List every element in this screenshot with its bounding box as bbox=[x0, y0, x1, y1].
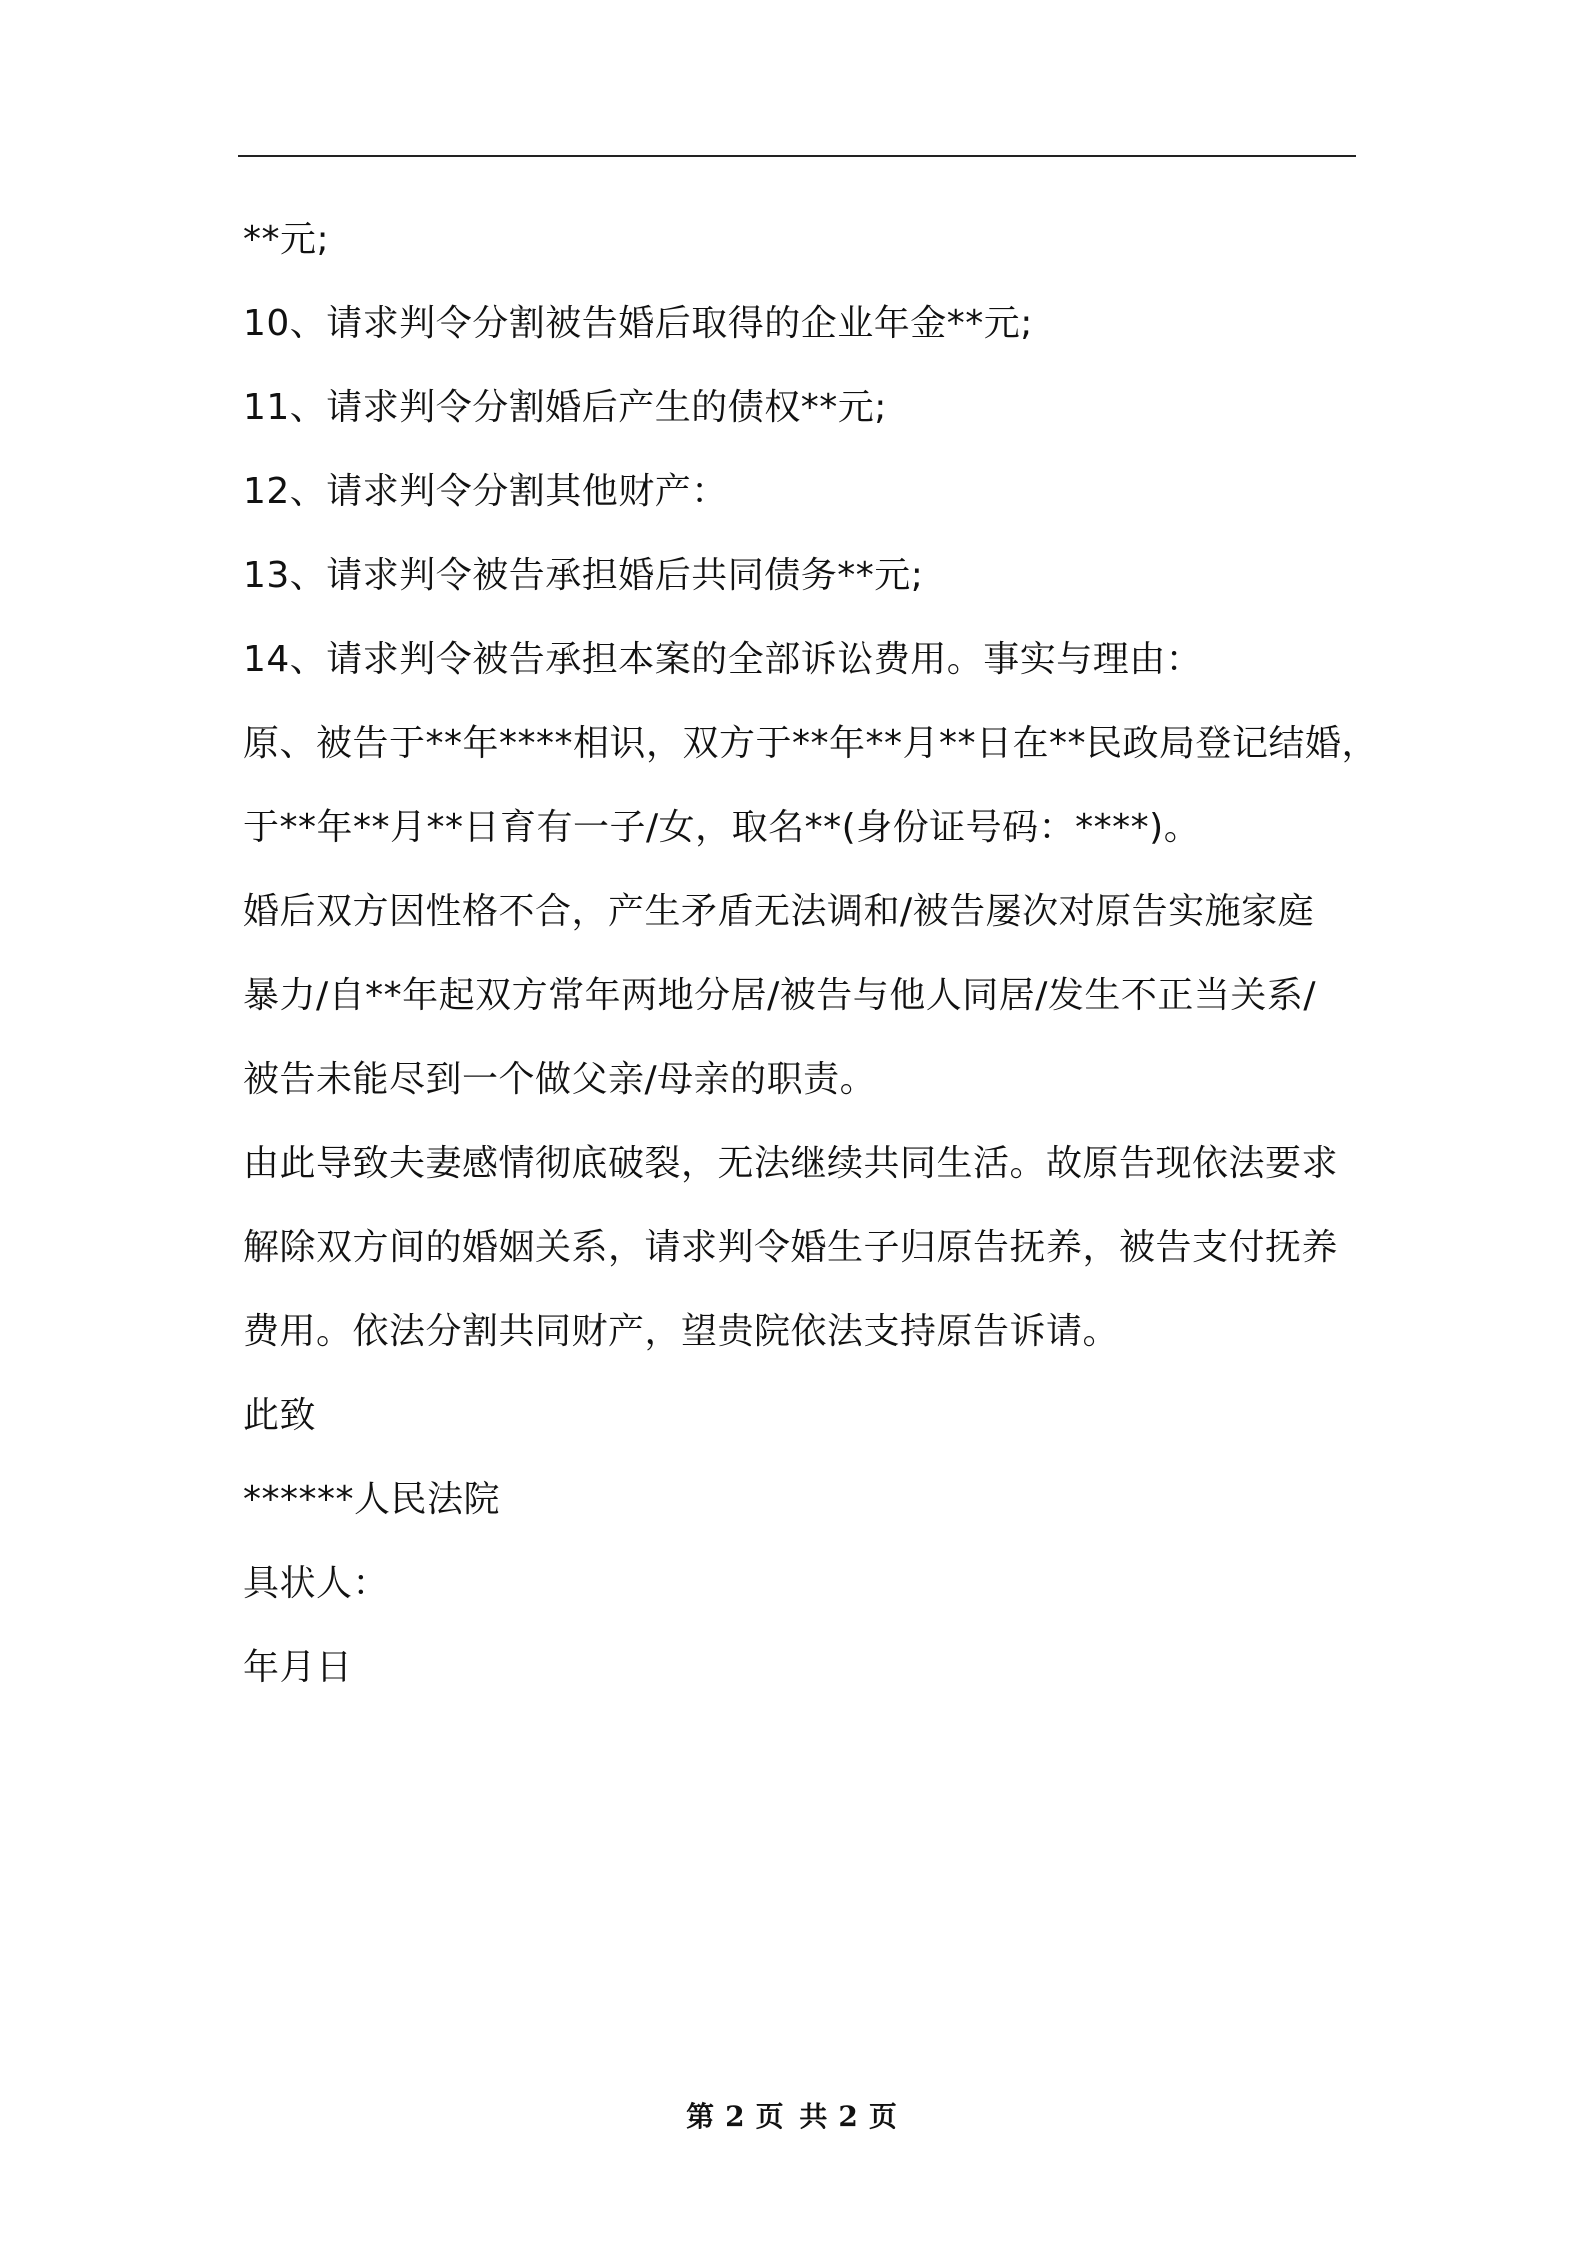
reason-paragraph-line: 由此导致夫妻感情彻底破裂，无法继续共同生活。故原告现依法要求 bbox=[243, 1143, 1339, 1184]
claim-item-11: 11、请求判令分割婚后产生的债权**元; bbox=[243, 387, 887, 428]
current-page-number: 2 bbox=[725, 2100, 748, 2133]
header-divider bbox=[238, 155, 1356, 157]
court-name: ******人民法院 bbox=[243, 1479, 501, 1520]
reason-paragraph-line: 费用。依法分割共同财产，望贵院依法支持原告诉请。 bbox=[243, 1311, 1120, 1352]
facts-paragraph-line: 婚后双方因性格不合，产生矛盾无法调和/被告屡次对原告实施家庭 bbox=[243, 891, 1315, 932]
facts-paragraph-line: 于**年**月**日育有一子/女，取名**(身份证号码：****)。 bbox=[243, 807, 1201, 848]
signature-label: 具状人： bbox=[243, 1563, 390, 1604]
text-line: **元; bbox=[243, 219, 330, 260]
salutation: 此致 bbox=[243, 1395, 317, 1436]
claim-item-13: 13、请求判令被告承担婚后共同债务**元; bbox=[243, 555, 924, 596]
facts-paragraph-line: 原、被告于**年****相识，双方于**年**月**日在**民政局登记结婚， bbox=[243, 723, 1379, 764]
footer-prefix: 第 bbox=[686, 2100, 718, 2133]
facts-paragraph-line: 暴力/自**年起双方常年两地分居/被告与他人同居/发生不正当关系/ bbox=[243, 975, 1317, 1016]
page-number-footer bbox=[0, 2095, 1586, 2135]
total-page-number: 2 bbox=[838, 2100, 861, 2133]
date-label: 年月日 bbox=[243, 1647, 353, 1688]
claim-item-12: 12、请求判令分割其他财产： bbox=[243, 471, 728, 512]
claim-item-14: 14、请求判令被告承担本案的全部诉讼费用。事实与理由： bbox=[243, 639, 1203, 680]
claim-item-10: 10、请求判令分割被告婚后取得的企业年金**元; bbox=[243, 303, 1033, 344]
reason-paragraph-line: 解除双方间的婚姻关系，请求判令婚生子归原告抚养，被告支付抚养 bbox=[243, 1227, 1339, 1268]
facts-paragraph-line: 被告未能尽到一个做父亲/母亲的职责。 bbox=[243, 1059, 877, 1100]
footer-middle: 页 共 bbox=[755, 2100, 831, 2133]
document-body bbox=[243, 198, 1379, 1710]
footer-suffix: 页 bbox=[868, 2100, 900, 2133]
